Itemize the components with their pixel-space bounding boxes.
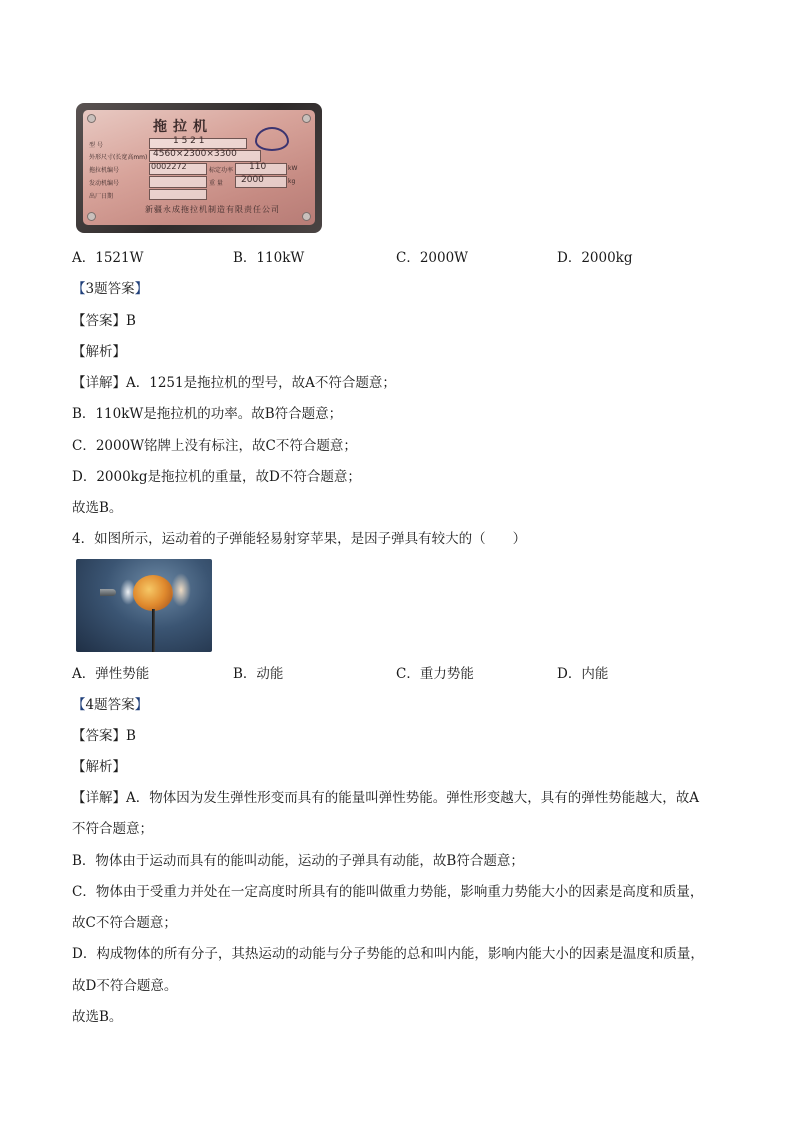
serial-value: 0002272 <box>151 162 187 171</box>
weight-unit: kg <box>288 178 296 185</box>
q4-detail-line: C．物体由于受重力并处在一定高度时所具有的能叫做重力势能，影响重力势能大小的因素是高度和质量， <box>72 884 704 900</box>
q3-option-b: B．110kW <box>233 250 305 266</box>
q4-answer-header <box>72 695 148 715</box>
exit-spray-shape <box>171 573 191 607</box>
dimensions-value: 4560×2300×3300 <box>153 149 237 159</box>
rivet-icon <box>87 114 96 123</box>
rated-power-label: 标定功率 <box>209 167 234 174</box>
q4-conclusion: 故选B。 <box>72 1009 123 1025</box>
q4-answer: 【答案】B <box>72 728 136 744</box>
nameplate-row-label: 出厂日期 <box>89 193 114 200</box>
bracket-right: 】 <box>134 697 149 713</box>
q3-detail-line: B．110kW是拖拉机的功率。故B符合题意； <box>72 406 343 422</box>
q3-option-a: A．1521W <box>72 250 144 266</box>
q3-answer-header-text: 3题答案 <box>85 281 135 297</box>
q4-answer-header-text: 4题答案 <box>85 697 135 713</box>
q3-detail-line: D．2000kg是拖拉机的重量，故D不符合题意； <box>72 469 361 485</box>
nameplate-surface <box>83 110 315 225</box>
brand-logo-icon <box>255 127 289 151</box>
manufacturer-name: 新疆永成拖拉机制造有限责任公司 <box>145 205 280 214</box>
q3-option-c: C．2000W <box>396 250 469 266</box>
q4-detail-line: 故C不符合题意； <box>72 915 177 931</box>
nameplate-row-label: 型 号 <box>89 142 103 149</box>
q3-analysis-label: 【解析】 <box>72 344 126 360</box>
rivet-icon <box>87 212 96 221</box>
q3-answer: 【答案】B <box>72 313 136 329</box>
q4-option-c: C．重力势能 <box>396 666 474 682</box>
q4-question-text: 4．如图所示，运动着的子弹能轻易射穿苹果，是因子弹具有较大的（ ） <box>72 531 527 547</box>
nameplate-row-label: 外形尺寸(长宽高mm) <box>89 154 148 161</box>
q4-detail-line: D．构成物体的所有分子，其热运动的动能与分子势能的总和叫内能，影响内能大小的因素是温度和质量， <box>72 946 704 962</box>
date-field <box>149 189 207 200</box>
power-value: 110 <box>249 162 267 172</box>
apple-shape <box>133 575 173 611</box>
q4-option-a: A．弹性势能 <box>72 666 150 682</box>
nameplate-row-label: 发动机编号 <box>89 180 120 187</box>
tractor-nameplate-image <box>76 103 322 233</box>
q4-analysis-label: 【解析】 <box>72 759 126 775</box>
q3-answer-header <box>72 279 148 299</box>
q4-detail-line: 不符合题意； <box>72 821 153 837</box>
weight-value: 2000 <box>241 175 264 185</box>
bracket-left: 【 <box>72 281 86 297</box>
bracket-left: 【 <box>72 697 86 713</box>
model-value: 1 5 2 1 <box>173 136 205 146</box>
bullet-shape <box>100 589 116 596</box>
q3-detail-line: 【详解】A．1251是拖拉机的型号，故A不符合题意； <box>72 375 396 391</box>
q4-option-b: B．动能 <box>233 666 284 682</box>
q4-detail-line: 【详解】A．物体因为发生弹性形变而具有的能量叫弹性势能。弹性形变越大，具有的弹性势能越大，故A <box>72 790 699 806</box>
nameplate-title: 拖拉机 <box>153 119 213 135</box>
apple-stand-shape <box>152 609 155 652</box>
power-unit: kW <box>288 165 298 172</box>
q3-detail-line: C．2000W铭牌上没有标注，故C不符合题意； <box>72 438 357 454</box>
weight-label: 重 量 <box>209 180 223 187</box>
engine-number-field <box>149 176 207 188</box>
q4-detail-line: 故D不符合题意。 <box>72 978 178 994</box>
q4-detail-line: B．物体由于运动而具有的能叫动能，运动的子弹具有动能，故B符合题意； <box>72 853 524 869</box>
q4-option-d: D．内能 <box>557 666 609 682</box>
bracket-right: 】 <box>134 281 149 297</box>
rivet-icon <box>302 114 311 123</box>
q3-conclusion: 故选B。 <box>72 500 123 516</box>
rivet-icon <box>302 212 311 221</box>
q3-option-d: D．2000kg <box>557 250 633 266</box>
bullet-apple-image <box>76 559 212 652</box>
nameplate-row-label: 拖拉机编号 <box>89 167 120 174</box>
